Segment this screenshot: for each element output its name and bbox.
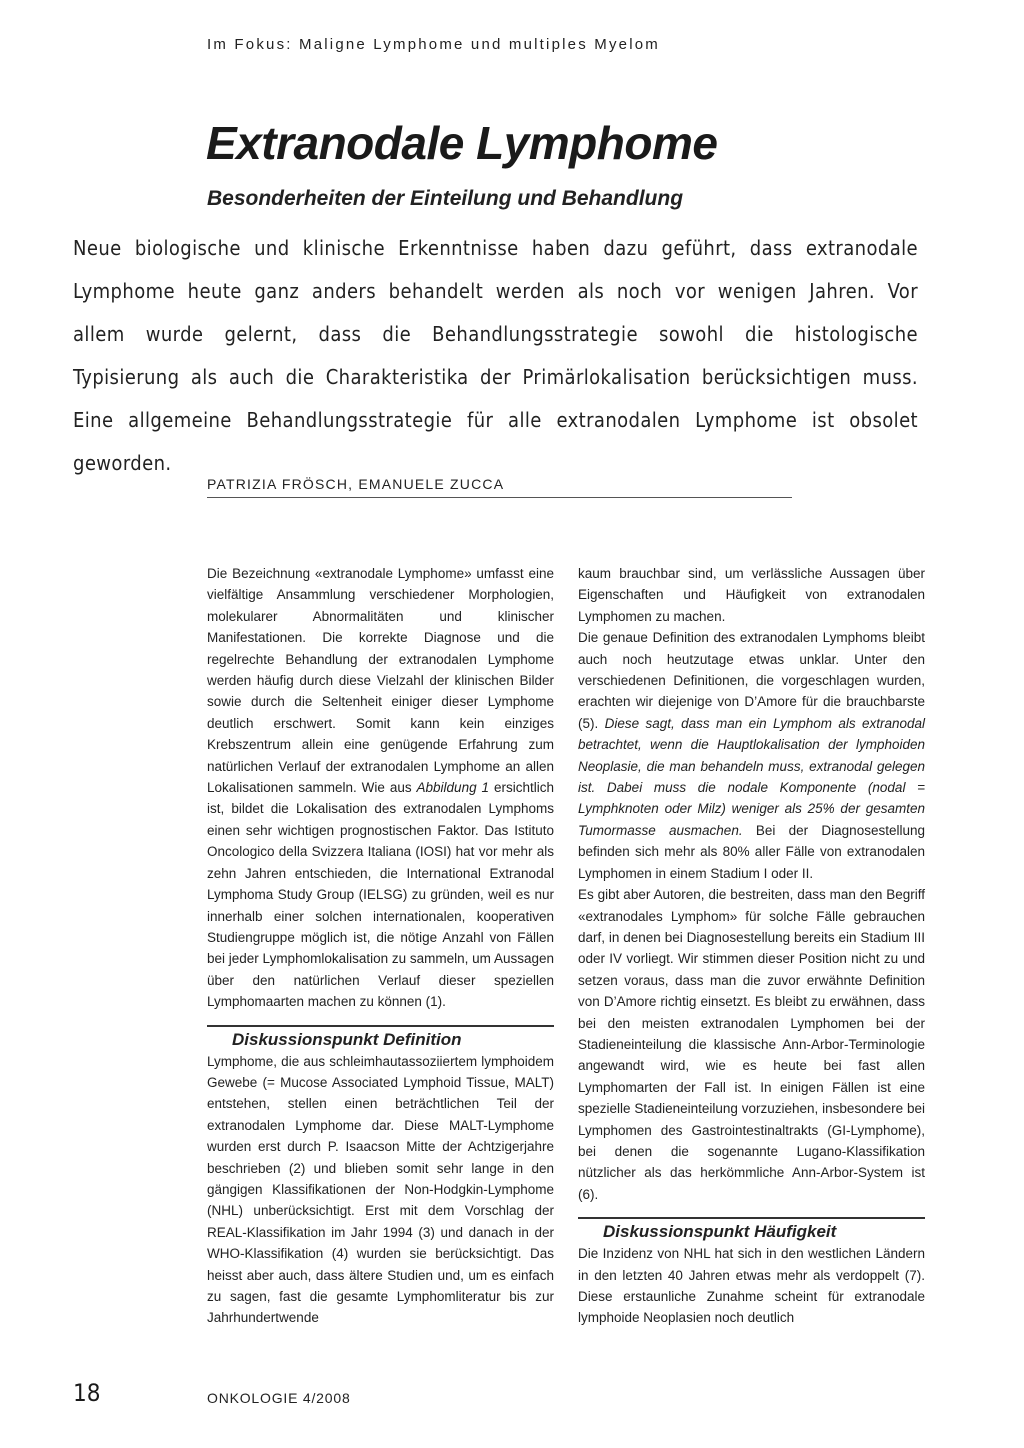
body-paragraph: kaum brauchbar sind, um verlässliche Aussagen über Eigenschaften und Häufigkeit von extranodalen Lymphomen zu machen. (578, 566, 925, 624)
body-paragraph: Lymphome, die aus schleimhautassoziiertem lymphoidem Gewebe (= Mucose Associated Lymphoid Tissue, MALT) entstehen, stellen einen beträchtlichen Teil der extranodalen Lymphome dar. Diese MALT-Lymphome wurden erst durch P. Isaacson Mitte der Achtzigerjahre beschrieben (2) und blieben somit sehr lange in den gängigen Klassifikationen der Non-Hodgkin-Lymphome (NHL) unberücksichtigt. Erst mit dem Vorschlag der REAL-Klassifikation im Jahr 1994 (3) und danach in der WHO-Klassifikation (4) wurden sie berücksichtigt. Das heisst aber auch, dass ältere Studien und, um es einfach zu sagen, fast die gesamte Lymphomliteratur bis zur Jahrhundertwende (207, 1053, 554, 1326)
article-title: Extranodale Lymphome (206, 117, 718, 169)
journal-issue: ONKOLOGIE 4/2008 (207, 1390, 351, 1406)
article-subtitle: Besonderheiten der Einteilung und Behandlung (207, 187, 684, 210)
figure-reference: Abbildung 1 (416, 780, 490, 796)
definition-quote: Diese sagt, dass man ein Lymphom als extranodal betrachtet, wenn die Hauptlokalisation der lymphoiden Neoplasie, die man behandeln muss, extranodal gelegen ist. Dabei muss die nodale Komponente (nodal = Lymphknoten oder Milz) weniger als 25% der gesamten Tumormasse ausmachen. (578, 715, 925, 838)
author-line: PATRIZIA FRÖSCH, EMANUELE ZUCCA (207, 476, 792, 498)
body-paragraph: Es gibt aber Autoren, die bestreiten, dass man den Begriff «extranodales Lymphom» für solche Fälle gebrauchen darf, in denen bei Diagnosestellung bereits ein Stadium III oder IV vorliegt. Wir stimmen dieser Position nicht zu und setzen voraus, dass man die zuvor erwähnte Definition von D’Amore richtig einsetzt. Es bleibt zu erwähnen, dass bei den meisten extranodalen Lymphomen bei der Stadieneinteilung die klassische Ann-Arbor-Terminologie angewandt wird, wie es heute bei fast allen Lymphomarten der Fall ist. In einigen Fällen ist eine spezielle Stadieneinteilung vorzuziehen, insbesondere bei Lymphomen des Gastrointestinaltrakts (GI-Lymphome), bei denen die sogenannte Lugano-Klassifikation nützlicher als das herkömmliche Ann-Arbor-System ist (6). (578, 887, 925, 1202)
page-number: 18 (73, 1379, 101, 1407)
body-paragraph: Die genaue Definition des extranodalen Lymphoms bleibt auch noch heutzutage etwas unklar. Unter den verschiedenen Definitionen, die vorgeschlagen wurden, erachten wir diejenige von D’Amore für die brauchbarste (5). Diese sagt, dass man ein Lymphom als extranodal betrachtet, wenn die Hauptlokalisation der lymphoiden Neoplasie, die man behandeln muss, extranodal gelegen ist. Dabei muss die nodale Komponente (nodal = Lymphknoten oder Milz) weniger als 25% der gesamten Tumormasse ausmachen. Bei der Diagnosestellung befinden sich mehr als 80% aller Fälle von extranodalen Lymphomen in einem Stadium I oder II. (578, 630, 925, 881)
right-column (578, 563, 925, 1329)
lead-paragraph: Neue biologische und klinische Erkenntnisse haben dazu geführt, dass extranodale Lymphome heute ganz anders behandelt werden als noch vor wenigen Jahren. Vor allem wurde gelernt, dass die Behandlungsstrategie sowohl die histologische Typisierung als auch die Charakteristika der Primärlokalisation berücksichtigen muss. Eine allgemeine Behandlungsstrategie für alle extranodalen Lymphome ist obsolet geworden. (73, 236, 918, 475)
left-column (207, 563, 554, 1329)
body-paragraph: Die Bezeichnung «extranodale Lymphome» umfasst eine vielfältige Ansammlung verschiedener Morphologien, molekularer Abnormalitäten und klinischer Manifestationen. Die korrekte Diagnose und die regelrechte Behandlung der extranodalen Lymphome werden häufig durch diese Vielzahl der klinischen Bilder sowie durch die Seltenheit einiger dieser Lymphome deutlich erschwert. Somit kann kein einziges Krebszentrum allein eine genügende Erfahrung zum natürlichen Verlauf der extranodalen Lymphome an allen Lokalisationen sammeln. Wie aus Abbildung 1 ersichtlich ist, bildet die Lokalisation des extranodalen Lymphoms einen sehr wichtigen prognostischen Faktor. Das Istituto Oncologico della Svizzera Italiana (IOSI) hat vor mehr als zehn Jahren entschieden, die International Extranodal Lymphoma Study Group (IELSG) zu gründen, weil es nur innerhalb einer solchen internationalen, kooperativen Studiengruppe möglich ist, die nötige Anzahl von Fällen bei jeder Lymphomlokalisation zu sammeln, um Aussagen über den natürlichen Verlauf dieser speziellen Lymphomaarten machen zu können (1). (207, 566, 554, 1010)
body-paragraph: Die Inzidenz von NHL hat sich in den westlichen Ländern in den letzten 40 Jahren etwas mehr als verdoppelt (7). Diese erstaunliche Zunahme scheint für extranodale lymphoide Neoplasien noch deutlich (578, 1246, 925, 1326)
section-heading-frequency: Diskussionspunkt Häufigkeit (578, 1217, 925, 1243)
running-head: Im Fokus: Maligne Lymphome und multiples Myelom (207, 36, 660, 53)
section-heading-definition: Diskussionspunkt Definition (207, 1025, 554, 1051)
